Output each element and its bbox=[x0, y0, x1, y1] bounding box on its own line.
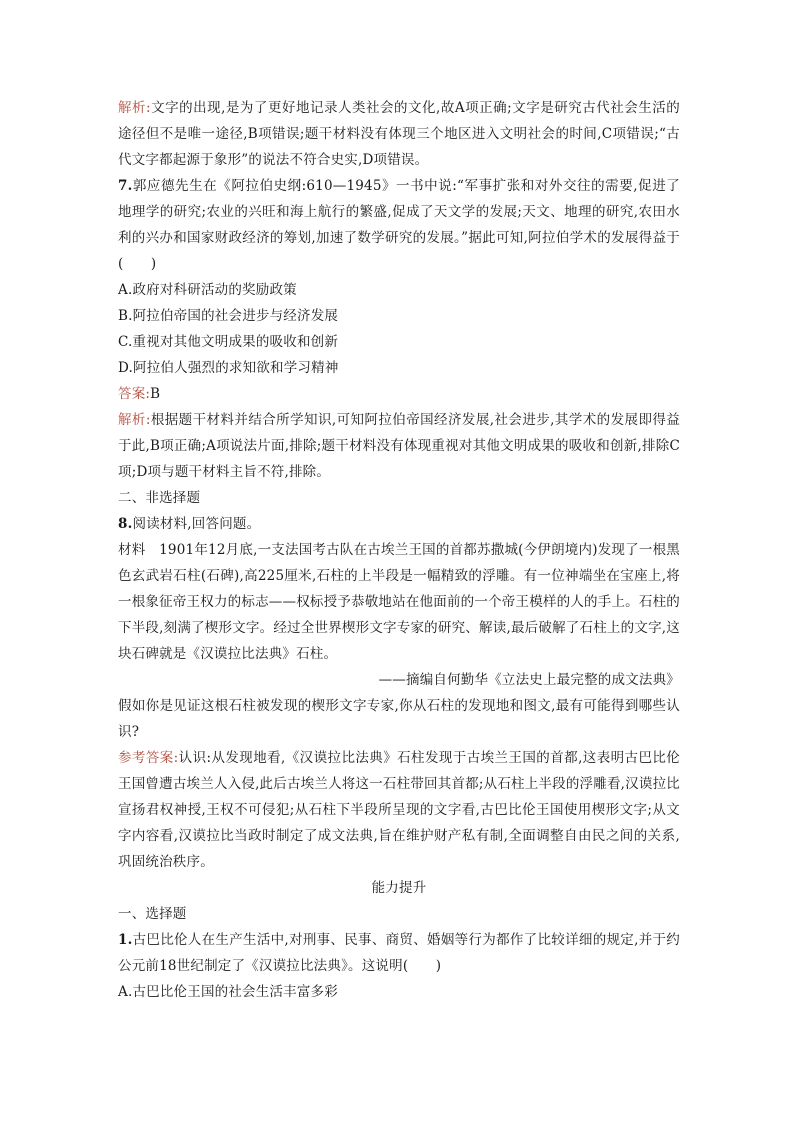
explanation-label: 解析: bbox=[118, 412, 151, 428]
question-1 bbox=[118, 927, 680, 979]
option-a: A.古巴比伦王国的社会生活丰富多彩 bbox=[118, 984, 338, 1000]
document-body bbox=[118, 95, 680, 1005]
option-b: B.阿拉伯帝国的社会进步与经济发展 bbox=[118, 308, 339, 324]
question-text: 阅读材料,回答问题。 bbox=[132, 516, 261, 532]
question-text: 古巴比伦人在生产生活中,对刑事、民事、商贸、婚姻等行为都作了比较详细的规定,并于约公元前18世纪制定了《汉谟拉比法典》。这说明( ) bbox=[118, 932, 680, 974]
section-non-choice: 二、非选择题 bbox=[118, 490, 201, 506]
explanation-label: 解析: bbox=[118, 100, 151, 116]
q6-explanation bbox=[118, 95, 680, 173]
explanation-text: 文字的出现,是为了更好地记录人类社会的文化,故A项正确;文字是研究古代社会生活的途径但不是唯一途径,B项错误;题干材料没有体现三个地区进入文明社会的时间,C项错误;“古代文字都起源于象形”的说法不符合史实,D项错误。 bbox=[118, 100, 680, 168]
section-choice: 一、选择题 bbox=[118, 906, 187, 922]
q7-answer bbox=[118, 381, 680, 407]
reference-text: 认识:从发现地看,《汉谟拉比法典》石柱发现于古埃兰王国的首都,这表明古巴比伦王国曾遭古埃兰人入侵,此后古埃兰人将这一石柱带回其首都;从石柱上半段的浮雕看,汉谟拉比宣扬君权神授,王权不可侵犯;从石柱下半段所呈现的文字看,古巴比伦王国使用楔形文字;从文字内容看,汉谟拉比当政时制定了成文法典,旨在维护财产私有制,全面调整自由民之间的关系,巩固统治秩序。 bbox=[118, 750, 680, 870]
question-number: 1. bbox=[118, 932, 133, 948]
question-number: 8. bbox=[118, 516, 133, 532]
option-d: D.阿拉伯人强烈的求知欲和学习精神 bbox=[118, 360, 339, 376]
question-8 bbox=[118, 511, 680, 537]
section-heading: 能力提升 bbox=[371, 880, 427, 896]
reference-answer bbox=[118, 745, 680, 875]
question-number: 7. bbox=[118, 178, 133, 194]
reference-label: 参考答案: bbox=[118, 750, 179, 766]
explanation-text: 根据题干材料并结合所学知识,可知阿拉伯帝国经济发展,社会进步,其学术的发展即得益于此,B项正确;A项说法片面,排除;题干材料没有体现重视对其他文明成果的吸收和创新,排除C项;D项与题干材料主旨不符,排除。 bbox=[118, 412, 680, 480]
question-7 bbox=[118, 173, 680, 277]
material-text: 材料 1901年12月底,一支法国考古队在古埃兰王国的首都苏撒城(今伊朗境内)发现了一根黑色玄武岩石柱(石碑),高225厘米,石柱的上半段是一幅精致的浮雕。有一位神端坐在宝座上,将一根象征帝王权力的标志——权标授予恭敬地站在他面前的一个帝王模样的人的手上。石柱的下半段,刻满了楔形文字。经过全世界楔形文字专家的研究、解读,最后破解了石柱上的文字,这块石碑就是《汉谟拉比法典》石柱。 bbox=[118, 542, 680, 662]
q8-question: 假如你是见证这根石柱被发现的楔形文字专家,你从石柱的发现地和图文,最有可能得到哪些认识? bbox=[118, 698, 680, 740]
option-a: A.政府对科研活动的奖励政策 bbox=[118, 282, 297, 298]
answer-label: 答案: bbox=[118, 386, 151, 402]
question-text: 郭应德先生在《阿拉伯史纲:610—1945》一书中说:“军事扩张和对外交往的需要,促进了地理学的研究;农业的兴旺和海上航行的繁盛,促成了天文学的发展;天文、地理的研究,农田水利的兴办和国家财政经济的筹划,加速了数学研究的发展。”据此可知,阿拉伯学术的发展得益于( ) bbox=[118, 178, 680, 272]
option-c: C.重视对其他文明成果的吸收和创新 bbox=[118, 334, 339, 350]
answer-value: B bbox=[150, 386, 161, 402]
q7-explanation bbox=[118, 407, 680, 485]
material-source: ——摘编自何勤华《立法史上最完整的成文法典》 bbox=[378, 672, 680, 688]
